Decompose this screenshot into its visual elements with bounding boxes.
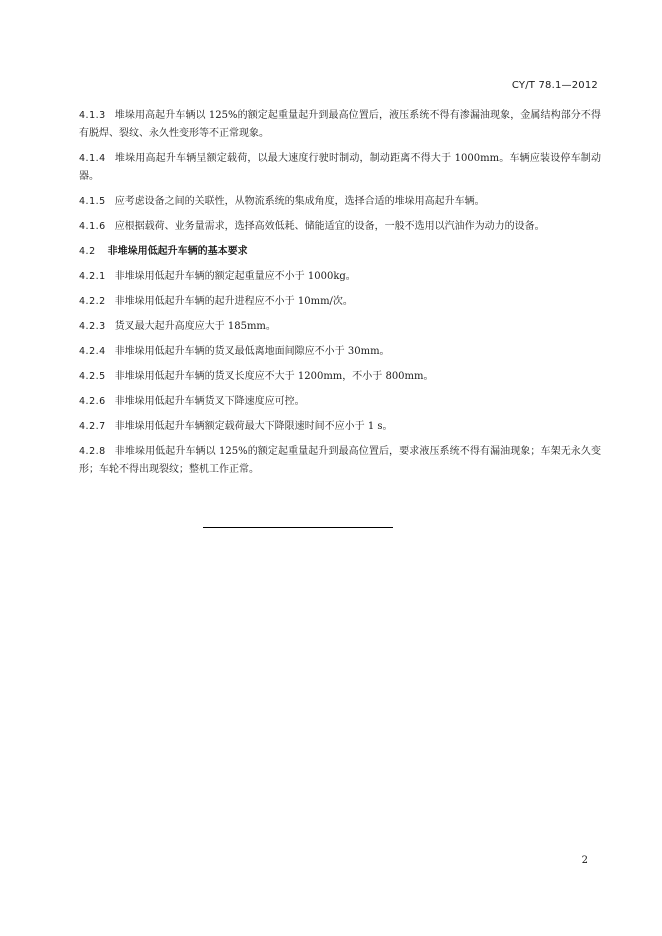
clause-number: 4.1.4 <box>79 153 106 164</box>
clause-text: 堆垛用高起升车辆呈额定载荷，以最大速度行驶时制动，制动距离不得大于 1000mm。车辆应装设停车制动器。 <box>79 153 601 182</box>
clause-number: 4.2.2 <box>79 296 106 307</box>
clause-number: 4.2.4 <box>79 346 106 357</box>
clause-text: 非堆垛用低起升车辆的起升进程应不小于 10mm/次。 <box>114 296 353 307</box>
clause-4-2-2 <box>79 293 601 311</box>
clause-text: 非堆垛用低起升车辆货叉下降速度应可控。 <box>114 396 305 407</box>
clause-text: 非堆垛用低起升车辆的货叉长度应不大于 1200mm，不小于 800mm。 <box>114 371 434 382</box>
clause-number: 4.2.8 <box>79 446 106 457</box>
clause-4-1-5 <box>79 193 601 211</box>
clause-number: 4.2.3 <box>79 321 106 332</box>
standard-code-header: CY/T 78.1—2012 <box>511 80 598 91</box>
clause-text: 非堆垛用低起升车辆的货叉最低离地面间隙应不小于 30mm。 <box>114 346 390 357</box>
clause-4-2-5 <box>79 368 601 386</box>
clause-4-1-4 <box>79 150 601 186</box>
clause-number: 4.2.5 <box>79 371 106 382</box>
clause-number: 4.1.5 <box>79 196 106 207</box>
clause-text: 货叉最大起升高度应大于 185mm。 <box>114 321 276 332</box>
clause-text: 应根据载荷、业务量需求，选择高效低耗、储能适宜的设备，一般不选用以汽油作为动力的设备。 <box>114 221 545 232</box>
clause-4-2-6 <box>79 393 601 411</box>
clause-4-1-6 <box>79 218 601 236</box>
clause-4-2-3 <box>79 318 601 336</box>
clause-number: 4.2.1 <box>79 271 106 282</box>
end-of-text-rule <box>203 527 393 528</box>
clause-text: 非堆垛用低起升车辆的额定起重量应不小于 1000kg。 <box>114 271 356 282</box>
clause-4-1-3 <box>79 107 601 143</box>
section-heading-4-2 <box>79 243 601 261</box>
clause-text: 堆垛用高起升车辆以 125%的额定起重量起升到最高位置后，液压系统不得有渗漏油现象，金属结构部分不得有脱焊、裂纹、永久性变形等不正常现象。 <box>79 110 601 139</box>
clause-number: 4.2.6 <box>79 396 106 407</box>
clause-4-2-8 <box>79 443 601 479</box>
clause-number: 4.2.7 <box>79 421 106 432</box>
clause-text: 应考虑设备之间的关联性，从物流系统的集成角度，选择合适的堆垛用高起升车辆。 <box>114 196 485 207</box>
clause-text: 非堆垛用低起升车辆额定载荷最大下降限速时间不应小于 1 s。 <box>114 421 393 432</box>
section-number: 4.2 <box>79 246 96 257</box>
clause-4-2-7 <box>79 418 601 436</box>
page-number: 2 <box>581 855 588 866</box>
clause-number: 4.1.6 <box>79 221 106 232</box>
section-title: 非堆垛用低起升车辆的基本要求 <box>107 246 248 257</box>
document-body <box>79 107 601 486</box>
clause-number: 4.1.3 <box>79 110 106 121</box>
clause-4-2-1 <box>79 268 601 286</box>
clause-4-2-4 <box>79 343 601 361</box>
clause-text: 非堆垛用低起升车辆以 125%的额定起重量起升到最高位置后，要求液压系统不得有漏油现象；车架无永久变形；车轮不得出现裂纹；整机工作正常。 <box>79 446 601 475</box>
